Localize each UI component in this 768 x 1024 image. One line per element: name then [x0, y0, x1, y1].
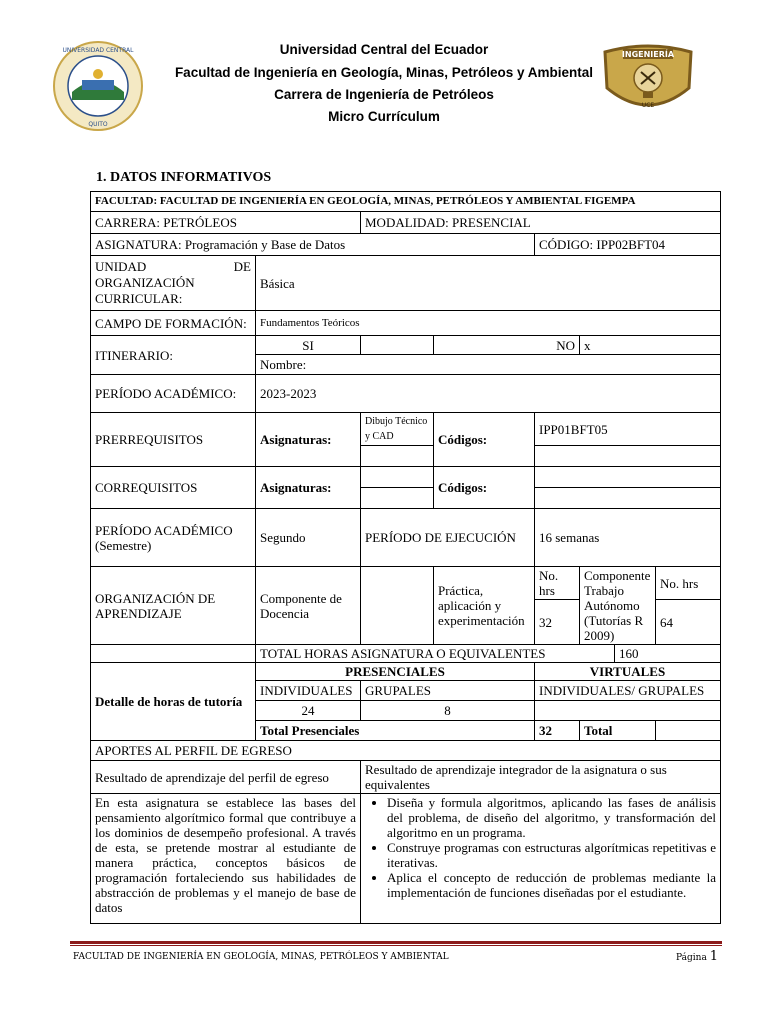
periodo-value: 2023-2023 — [256, 375, 721, 413]
prerreq-label: PRERREQUISITOS — [91, 413, 256, 467]
unidad-value: Básica — [256, 256, 721, 311]
section-title: 1. DATOS INFORMATIVOS — [96, 170, 272, 185]
individuales-label: INDIVIDUALES — [256, 681, 361, 701]
organizacion-label: ORGANIZACIÓN DE APRENDIZAJE — [91, 567, 256, 645]
list-item: • Construye programas con estructuras algorítmicas repetitivas e iterativas. — [387, 840, 716, 870]
periodo-label: PERÍODO ACADÉMICO: — [91, 375, 256, 413]
detalle-tutoria-label: Detalle de horas de tutoría — [91, 663, 256, 741]
prerreq-codigo-value: IPP01BFT05 — [535, 413, 721, 446]
autonomo-label: Componente Trabajo Autónomo (Tutorías R 2009) — [580, 567, 656, 645]
practica-no-hrs: No. hrs — [535, 567, 580, 600]
total-presenciales-value: 32 — [535, 721, 580, 741]
itinerario-no: NO — [434, 336, 580, 355]
resultados-lista-cell — [361, 794, 721, 924]
footer-page-number: 1 — [709, 949, 718, 964]
periodo-semestre-value: Segundo — [256, 509, 361, 567]
itinerario-label: ITINERARIO: — [91, 336, 256, 375]
list-item: • Diseña y formula algoritmos, aplicando las fases de análisis del problema, de diseño del algoritmo, y transformación del algoritmo en un programa. — [387, 795, 716, 840]
correq-asignatura-extra — [361, 488, 434, 509]
svg-text:INGENIERÍA: INGENIERÍA — [621, 50, 675, 59]
footer-rule-thin — [70, 945, 722, 946]
descripcion-cell: En esta asignatura se establece las bases del pensamiento algorítmico formal que contribuye a los dominios de desempeño profesional. A través de esta, se pretende mostrar al estudiante de manera práctica, conceptos básicos de programación fortaleciendo sus habilidades de abstracción de problemas y el manejo de base de datos — [91, 794, 361, 924]
itinerario-no-value: x — [580, 336, 721, 355]
virtual-value — [535, 701, 721, 721]
header-document-title: Micro Currículum — [328, 109, 440, 124]
svg-text:QUITO: QUITO — [88, 121, 108, 128]
correq-codigo-value — [535, 467, 721, 488]
header-faculty: Facultad de Ingeniería en Geología, Minas, Petróleos y Ambiental — [174, 65, 594, 80]
correq-asignaturas-label: Asignaturas: — [256, 467, 361, 509]
correq-codigos-label: Códigos: — [434, 467, 535, 509]
resultado-integrador-header: Resultado de aprendizaje integrador de la asignatura o sus equivalentes — [361, 761, 721, 794]
prerreq-asignatura-extra — [361, 446, 434, 467]
asignatura-cell: ASIGNATURA: Programación y Base de Datos — [91, 234, 535, 256]
footer-page-label: Página — [676, 953, 707, 963]
virtuales-header: VIRTUALES — [535, 663, 721, 681]
header-career: Carrera de Ingeniería de Petróleos — [274, 87, 494, 102]
svg-text:UCE: UCE — [641, 102, 655, 109]
grupales-label: GRUPALES — [361, 681, 535, 701]
ejecucion-value: 16 semanas — [535, 509, 721, 567]
list-item: • Aplica el concepto de reducción de problemas mediante la implementación de funciones diseñadas por el estudiante. — [387, 870, 716, 900]
itinerario-si: SI — [256, 336, 361, 355]
prerreq-asignatura-value: Dibujo Técnico y CAD — [361, 413, 434, 446]
footer-rule — [70, 941, 722, 944]
facultad-cell: FACULTAD: FACULTAD DE INGENIERÍA EN GEOLOGÍA, MINAS, PETRÓLEOS Y AMBIENTAL FIGEMPA — [91, 192, 721, 212]
periodo-semestre-sub: (Semestre) — [95, 537, 152, 553]
resultados-list — [365, 795, 716, 900]
total-horas-label: TOTAL HORAS ASIGNATURA O EQUIVALENTES — [256, 645, 615, 663]
total-virtual-value — [656, 721, 721, 741]
prerreq-codigo-extra — [535, 446, 721, 467]
individuales-value: 24 — [256, 701, 361, 721]
virtual-ind-grup-label: INDIVIDUALES/ GRUPALES — [535, 681, 721, 701]
total-presenciales-label: Total Presenciales — [256, 721, 535, 741]
prerreq-codigos-label: Códigos: — [434, 413, 535, 467]
modalidad-cell: MODALIDAD: PRESENCIAL — [361, 212, 721, 234]
total-horas-value: 160 — [615, 645, 721, 663]
periodo-semestre-cell — [91, 509, 256, 567]
campo-value: Fundamentos Teóricos — [256, 311, 721, 336]
correq-asignatura-value — [361, 467, 434, 488]
organizacion-spacer — [91, 645, 256, 663]
aportes-header: APORTES AL PERFIL DE EGRESO — [91, 741, 721, 761]
periodo-semestre-label: PERÍODO ACADÉMICO — [95, 522, 233, 538]
presenciales-header: PRESENCIALES — [256, 663, 535, 681]
svg-text:UNIVERSIDAD CENTRAL: UNIVERSIDAD CENTRAL — [62, 47, 134, 54]
correq-codigo-extra — [535, 488, 721, 509]
autonomo-hrs-value: 64 — [656, 600, 721, 645]
autonomo-no-hrs: No. hrs — [656, 567, 721, 600]
practica-label: Práctica, aplicación y experimentación — [434, 567, 535, 645]
carrera-cell: CARRERA: PETRÓLEOS — [91, 212, 361, 234]
ejecucion-label: PERÍODO DE EJECUCIÓN — [361, 509, 535, 567]
itinerario-si-box — [361, 336, 434, 355]
header-university: Universidad Central del Ecuador — [279, 42, 489, 57]
datos-informativos-table — [90, 191, 721, 924]
componente-docencia: Componente de Docencia — [256, 567, 361, 645]
correq-label: CORREQUISITOS — [91, 467, 256, 509]
unidad-label: UNIDAD DE ORGANIZACIÓN CURRICULAR: — [91, 256, 256, 311]
resultado-perfil-header: Resultado de aprendizaje del perfil de egreso — [91, 761, 361, 794]
footer-faculty: FACULTAD DE INGENIERÍA EN GEOLOGÍA, MINAS, PETRÓLEOS Y AMBIENTAL — [73, 952, 449, 962]
practica-hrs-value: 32 — [535, 600, 580, 645]
grupales-value: 8 — [361, 701, 535, 721]
total-virtual-label: Total — [580, 721, 656, 741]
codigo-cell: CÓDIGO: IPP02BFT04 — [535, 234, 721, 256]
itinerario-nombre: Nombre: — [256, 355, 721, 375]
campo-label: CAMPO DE FORMACIÓN: — [91, 311, 256, 336]
prerreq-asignaturas-label: Asignaturas: — [256, 413, 361, 467]
footer-page — [676, 949, 718, 964]
